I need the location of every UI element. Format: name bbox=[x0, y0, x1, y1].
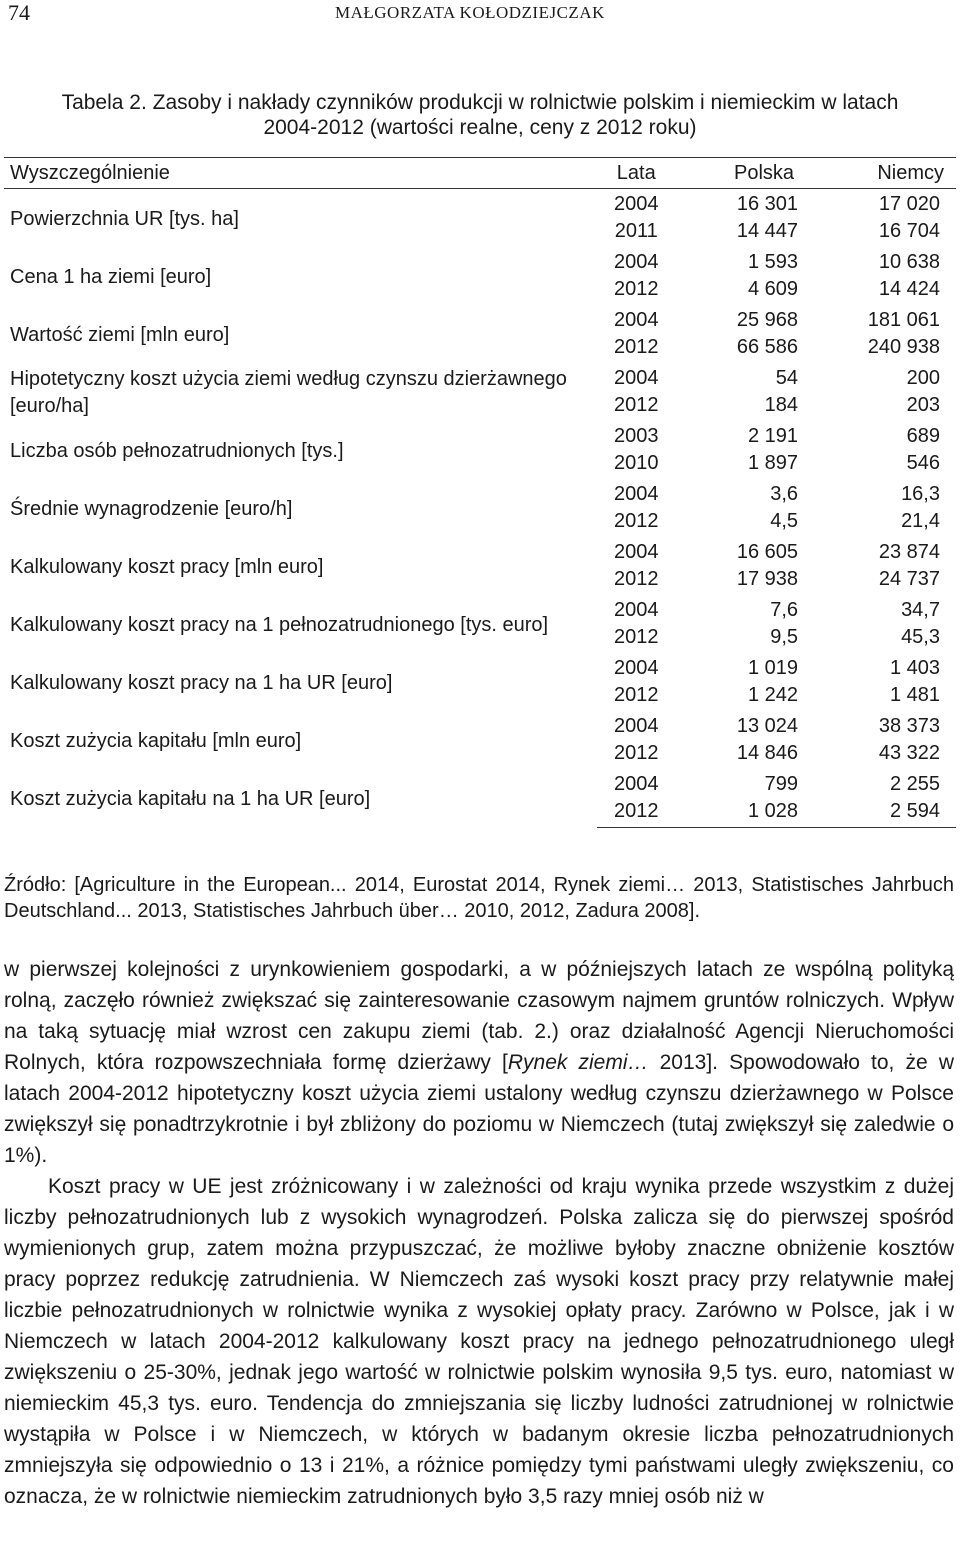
year-cell: 2004 bbox=[613, 483, 659, 505]
niemcy-value: 23 874 bbox=[878, 541, 940, 563]
row-label: Koszt zużycia kapitału [mln euro] bbox=[10, 729, 302, 752]
paragraph-1-citation: Rynek ziemi… bbox=[507, 1051, 649, 1074]
niemcy-value: 689 bbox=[906, 425, 940, 447]
year-cell: 2004 bbox=[613, 715, 659, 737]
row-label: Koszt zużycia kapitału na 1 ha UR [euro] bbox=[10, 787, 371, 810]
year-cell: 2003 bbox=[613, 425, 659, 447]
data-table bbox=[4, 157, 956, 828]
year-cell: 2011 bbox=[614, 220, 658, 242]
year-cell: 2012 bbox=[613, 278, 659, 300]
year-cell: 2004 bbox=[613, 773, 659, 795]
polska-value: 13 024 bbox=[736, 715, 799, 737]
table-row bbox=[4, 363, 956, 392]
niemcy-value: 21,4 bbox=[901, 510, 940, 532]
table-row bbox=[4, 653, 956, 682]
niemcy-value: 45,3 bbox=[901, 626, 940, 648]
niemcy-value: 2 594 bbox=[804, 798, 956, 828]
row-label: Wartość ziemi [mln euro] bbox=[10, 323, 230, 346]
table-row bbox=[4, 711, 956, 740]
year-cell: 2004 bbox=[613, 251, 659, 273]
year-cell: 2012 bbox=[613, 336, 659, 358]
polska-value: 54 bbox=[775, 367, 799, 389]
polska-value: 1 019 bbox=[747, 657, 799, 679]
year-cell: 2012 bbox=[613, 684, 659, 706]
year-cell: 2004 bbox=[613, 541, 659, 563]
year-cell: 2012 bbox=[613, 394, 659, 416]
table-row bbox=[4, 479, 956, 508]
niemcy-value: 16,3 bbox=[901, 483, 940, 505]
row-label: Hipotetyczny koszt użycia ziemi według czynszu dzierżawnego [euro/ha] bbox=[10, 368, 567, 417]
niemcy-value: 10 638 bbox=[878, 251, 940, 273]
header-polska: Polska bbox=[675, 158, 804, 189]
row-label: Kalkulowany koszt pracy na 1 pełnozatrudnionego [tys. euro] bbox=[10, 613, 549, 636]
niemcy-value: 34,7 bbox=[901, 599, 940, 621]
row-label: Powierzchnia UR [tys. ha] bbox=[10, 207, 239, 230]
polska-value: 4 609 bbox=[747, 278, 799, 300]
table-body bbox=[4, 189, 956, 828]
polska-value: 184 bbox=[764, 394, 799, 416]
header-wyszczegolnienie: Wyszczególnienie bbox=[4, 158, 597, 189]
niemcy-value: 1 403 bbox=[889, 657, 940, 679]
niemcy-value: 2 255 bbox=[889, 773, 940, 795]
niemcy-value: 16 704 bbox=[878, 220, 940, 242]
year-cell: 2004 bbox=[613, 657, 659, 679]
year-cell: 2012 bbox=[613, 742, 659, 764]
niemcy-value: 43 322 bbox=[878, 742, 940, 764]
niemcy-value: 38 373 bbox=[878, 715, 940, 737]
year-cell: 2012 bbox=[613, 510, 659, 532]
header-lata: Lata bbox=[597, 158, 675, 189]
polska-value: 9,5 bbox=[770, 626, 799, 648]
row-label: Średnie wynagrodzenie [euro/h] bbox=[10, 497, 293, 520]
header-niemcy: Niemcy bbox=[804, 158, 956, 189]
polska-value: 25 968 bbox=[736, 309, 799, 331]
table-row bbox=[4, 247, 956, 276]
niemcy-value: 1 481 bbox=[889, 684, 940, 706]
page-number: 74 bbox=[8, 0, 30, 25]
table-header-row bbox=[4, 158, 956, 189]
niemcy-value: 203 bbox=[906, 394, 940, 416]
table-caption-line-2: 2004-2012 (wartości realne, ceny z 2012 roku) bbox=[263, 116, 697, 139]
niemcy-value: 546 bbox=[906, 452, 940, 474]
table-row bbox=[4, 421, 956, 450]
polska-value: 1 028 bbox=[675, 798, 804, 828]
polska-value: 3,6 bbox=[770, 483, 799, 505]
table-row bbox=[4, 305, 956, 334]
polska-value: 7,6 bbox=[770, 599, 799, 621]
polska-value: 66 586 bbox=[736, 336, 799, 358]
year-cell: 2004 bbox=[613, 367, 659, 389]
paragraph-1-text-a: w pierwszej kolejności z urynkowieniem gospodarki, a w późniejszych latach ze wspólną polityką rolną, zaczęło również zwiększać się zainteresowanie czasowym najmem gruntów rolniczych. Wpływ na taką sytuację miał wzrost cen zakupu ziemi (tab. 2.) oraz działalność Agencji Nieruchomości Rolnych, która rozpowszechniała formę dzierżawy [ bbox=[4, 958, 954, 1074]
running-header bbox=[0, 0, 960, 30]
polska-value: 14 846 bbox=[736, 742, 799, 764]
running-title: MAŁGORZATA KOŁODZIEJCZAK bbox=[335, 3, 605, 22]
polska-value: 2 191 bbox=[747, 425, 799, 447]
year-cell: 2012 bbox=[613, 626, 659, 648]
polska-value: 14 447 bbox=[736, 220, 799, 242]
niemcy-value: 240 938 bbox=[867, 336, 940, 358]
year-cell: 2012 bbox=[613, 568, 659, 590]
year-cell: 2012 bbox=[597, 798, 675, 828]
body-text bbox=[4, 954, 954, 1512]
source-note: Źródło: [Agriculture in the European... 2014, Eurostat 2014, Rynek ziemi… 2013, Statistisches Jahrbuch Deutschland... 2013, Statistisches Jahrbuch über… 2010, 2012, Zadura 2008]. bbox=[4, 874, 954, 922]
paragraph-2: Koszt pracy w UE jest zróżnicowany i w zależności od kraju wynika przede wszystkim z dużej liczby pełnozatrudnionych lub z wysokich wynagrodzeń. Polska zalicza się do pierwszej spośród wymienionych grup, zatem można przypuszczać, że możliwe byłoby znaczne obniżenie kosztów pracy poprzez redukcję zatrudnienia. W Niemczech zaś wysoki koszt pracy przy relatywnie małej liczbie pełnozatrudnionych w rolnictwie wynika z wysokiej opłaty pracy. Zarówno w Polsce, jak i w Niemczech w latach 2004-2012 kalkulowany koszt pracy na jednego pełnozatrudnionego uległ zwiększeniu o 25-30%, jednak jego wartość w rolnictwie polskim wynosiła 9,5 tys. euro, natomiast w niemieckim 45,3 tys. euro. Tendencja do zmniejszania się liczby ludności zatrudnionej w rolnictwie wystąpiła w Polsce i w Niemczech, w których w badanym okresie liczba pełnozatrudnionych zmniejszyła się odpowiednio o 13 i 21%, a różnice pomiędzy tymi państwami uległy zwiększeniu, co oznacza, że w rolnictwie niemieckim zatrudnionych było 3,5 razy mniej osób niż w bbox=[4, 1175, 954, 1508]
table-row bbox=[4, 537, 956, 566]
niemcy-value: 24 737 bbox=[878, 568, 940, 590]
niemcy-value: 181 061 bbox=[867, 309, 940, 331]
niemcy-value: 14 424 bbox=[878, 278, 940, 300]
row-label: Kalkulowany koszt pracy [mln euro] bbox=[10, 555, 324, 578]
year-cell: 2004 bbox=[613, 309, 659, 331]
polska-value: 1 242 bbox=[747, 684, 799, 706]
polska-value: 16 605 bbox=[736, 541, 799, 563]
polska-value: 1 593 bbox=[747, 251, 799, 273]
paragraph-1 bbox=[4, 954, 954, 1171]
year-cell: 2010 bbox=[613, 452, 659, 474]
table-caption-line-1: Tabela 2. Zasoby i nakłady czynników produkcji w rolnictwie polskim i niemieckim w latach bbox=[61, 91, 899, 114]
year-cell: 2004 bbox=[613, 599, 659, 621]
row-label: Kalkulowany koszt pracy na 1 ha UR [euro] bbox=[10, 671, 393, 694]
polska-value: 1 897 bbox=[747, 452, 799, 474]
polska-value: 17 938 bbox=[736, 568, 799, 590]
table-row bbox=[4, 595, 956, 624]
polska-value: 16 301 bbox=[736, 193, 799, 215]
row-label: Liczba osób pełnozatrudnionych [tys.] bbox=[10, 439, 344, 462]
year-cell: 2004 bbox=[613, 193, 659, 215]
row-label: Cena 1 ha ziemi [euro] bbox=[10, 265, 212, 288]
niemcy-value: 17 020 bbox=[878, 193, 940, 215]
table-row bbox=[4, 189, 956, 219]
polska-value: 4,5 bbox=[770, 510, 799, 532]
polska-value: 799 bbox=[764, 773, 799, 795]
table-row bbox=[4, 769, 956, 798]
paragraph-1-text-b: 2013]. Spowodowało to, że w latach 2004-2012 hipotetyczny koszt użycia ziemi ustalony według czynszu dzierżawnego w Polsce zwiększył się ponadtrzykrotnie i był zbliżony do poziomu w Niemczech (tutaj zwiększył się zaledwie o 1%). bbox=[4, 1051, 954, 1167]
table-caption bbox=[20, 90, 940, 140]
niemcy-value: 200 bbox=[906, 367, 940, 389]
